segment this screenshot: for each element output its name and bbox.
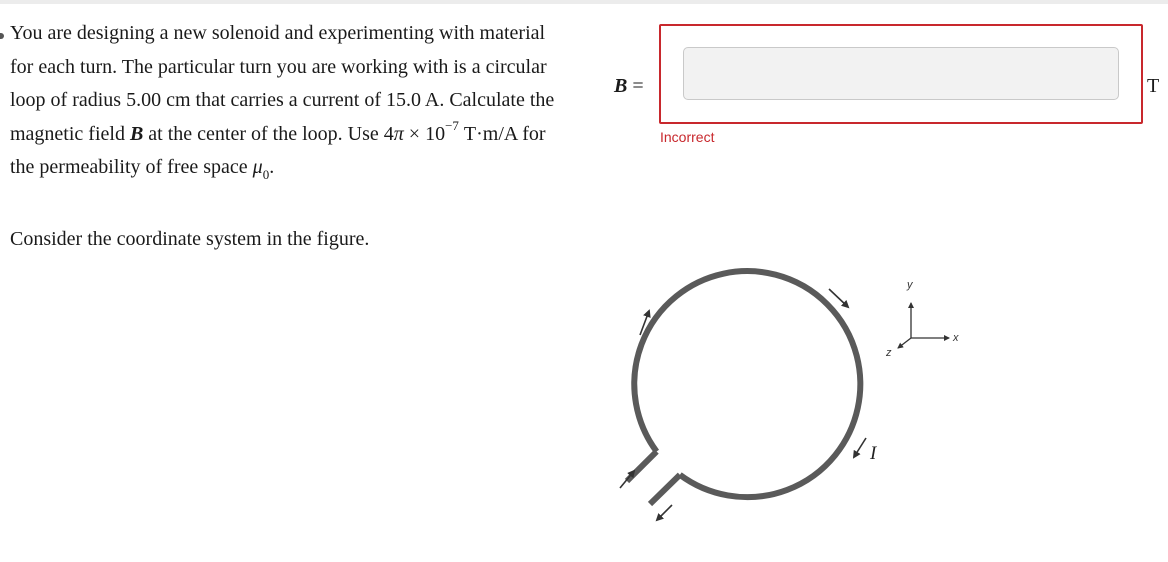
answer-input[interactable] (683, 47, 1119, 100)
current-arrow-lead-out (657, 505, 672, 520)
current-label: I (870, 443, 877, 464)
loop-figure (600, 255, 1000, 535)
answer-unit: T (1147, 75, 1160, 97)
symbol-pi: π (393, 122, 404, 145)
axis-y-label: y (907, 279, 913, 291)
axis-z-label: z (886, 347, 892, 359)
exponent: −7 (445, 117, 459, 133)
lead-wire-out (650, 475, 680, 504)
lead-wire-in (627, 452, 657, 482)
question-paragraph-2: Consider the coordinate system in the figure. (10, 227, 370, 250)
symbol-b: B (129, 122, 144, 145)
axis-x-label: x (953, 332, 959, 344)
top-divider (0, 0, 1168, 4)
answer-box-incorrect (659, 24, 1143, 124)
question-text (10, 17, 570, 256)
current-arrow-lower-right (854, 438, 866, 457)
current-arrow-top-right (829, 289, 848, 307)
question-paragraph-1: You are designing a new solenoid and experimenting with material for each turn. The particular turn you are working with is a circular loop of radius 5.00 cm that carries a current of 15.0 A. Calculate the magnetic field B at the center of the loop. Use $4\pi \times 10^{-7}$ T·m/A for the permeability of free space $\mu_0$. (10, 22, 555, 182)
axis-z (898, 338, 911, 348)
answer-label: B = (614, 75, 644, 97)
current-loop (634, 271, 860, 497)
incorrect-feedback: Incorrect (660, 129, 715, 145)
question-marker (0, 33, 4, 39)
mu-subscript: 0 (262, 167, 270, 182)
symbol-mu: μ (252, 156, 263, 178)
